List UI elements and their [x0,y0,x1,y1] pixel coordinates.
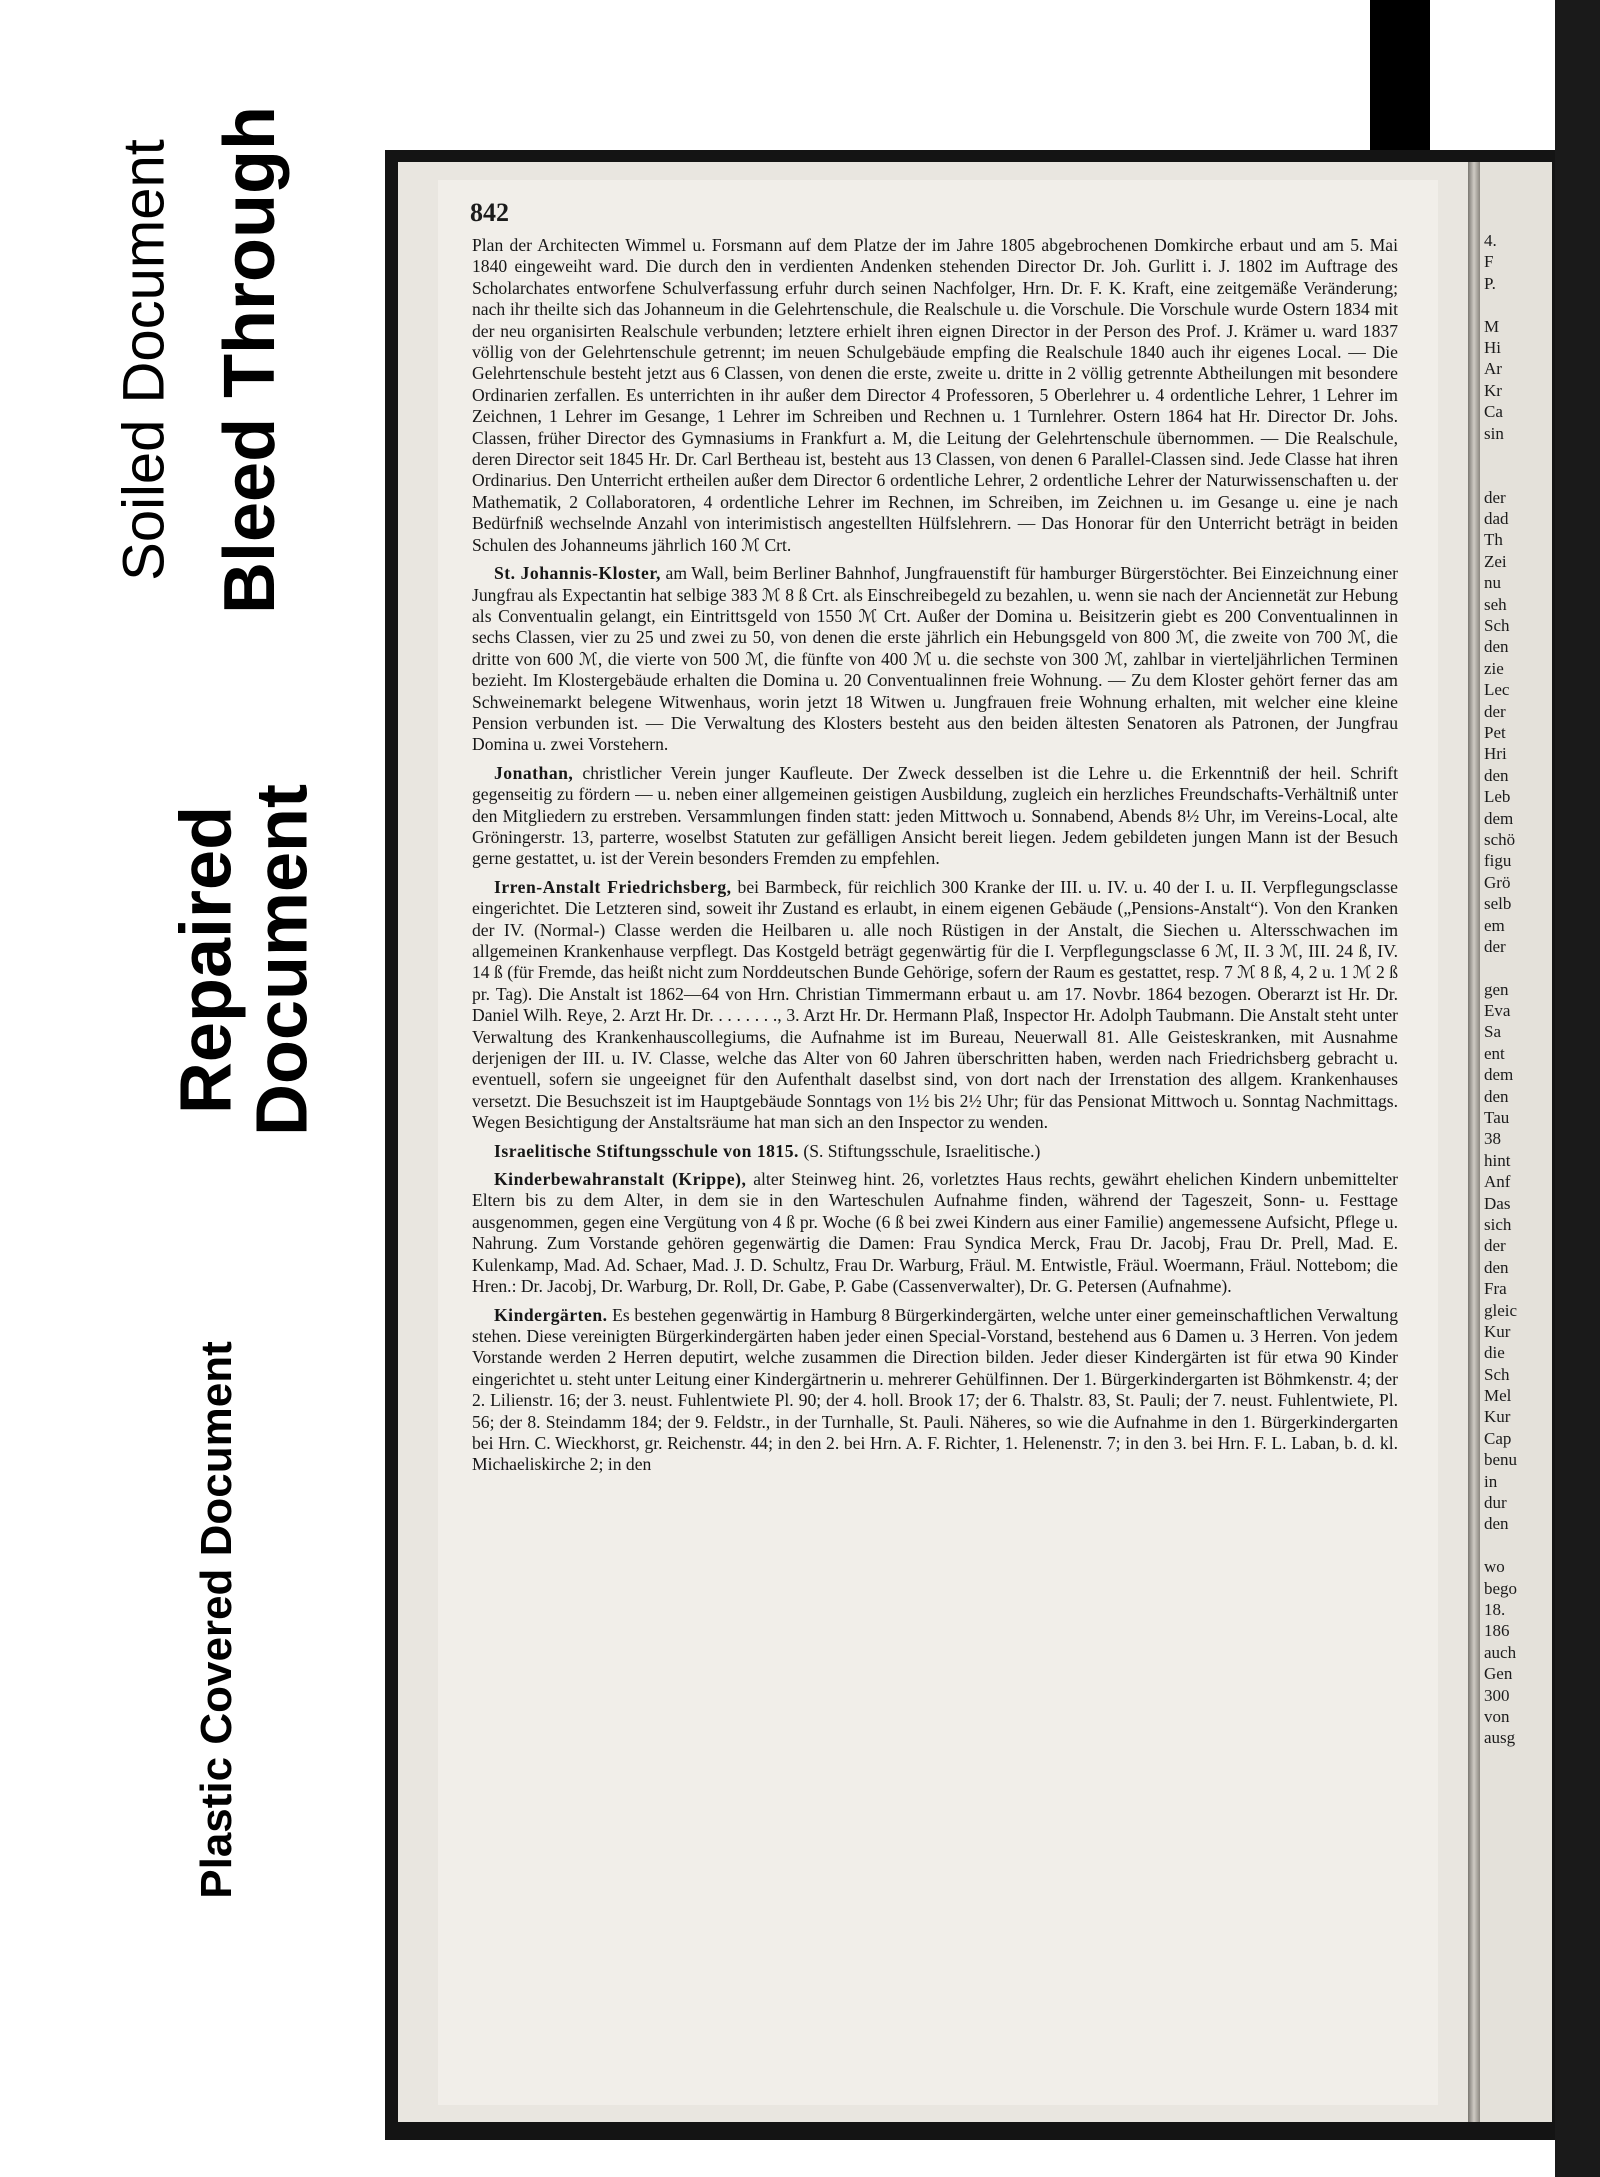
right-page-fragment: dur [1484,1493,1507,1513]
entry-text: (S. Stiftungsschule, Israelitische.) [803,1140,1041,1161]
right-page-fragment: nu [1484,573,1501,593]
right-page-fragment [1484,444,1552,465]
right-page-fragment: Kr [1484,380,1502,400]
right-page-fragment: 18. [1484,1600,1506,1619]
paragraph-johannis-kloster [472,563,1398,756]
label-repaired-line-1: Repaired [166,805,247,1115]
entry-heading: Kinderbewahranstalt (Krippe), [494,1169,747,1190]
right-page-fragment: der [1484,1236,1506,1256]
right-page-fragment: Fra [1484,1279,1507,1299]
right-page-fragment: den [1484,1257,1509,1277]
right-page-fragment: Hi [1484,337,1501,357]
right-page-fragment: Eva [1484,1001,1511,1021]
right-page-fragment: wo [1484,1557,1505,1577]
right-page-fragment: Leb [1484,787,1511,807]
right-page-fragment: auch [1484,1642,1517,1662]
paragraph-irren-anstalt [472,877,1398,1134]
right-page-fragment: den [1484,637,1509,657]
right-page-fragment: figu [1484,851,1512,871]
right-page-fragment: zie [1484,658,1504,678]
right-page-fragment: Sch [1484,616,1510,636]
entry-heading: St. Johannis-Kloster, [494,563,661,584]
right-page-fragment: M [1484,316,1500,336]
right-page-fragment [1484,465,1552,486]
right-page-fragment: Ca [1484,402,1503,422]
right-page-fragment: Cap [1484,1428,1512,1448]
right-page-fragment: seh [1484,594,1507,614]
label-soiled-document [100,140,190,580]
entry-heading: Irren-Anstalt Friedrichsberg, [494,876,732,897]
right-page-fragment: Zei [1484,551,1507,571]
paragraph-johanneum: Plan der Architecten Wimmel u. Forsmann auf dem Platze der im Jahre 1805 abgebrochenen Domkirche erbaut und am 5. Mai 1840 eingeweiht ward. Die durch den in verdienten Andenken stehenden Director Dr. Joh. Gurlitt i. J. 1802 im Auftrage des Scholarchates entworfene Schulverfassung erfuhr durch seinen Nachfolger, Hrn. Dr. F. K. Kraft, eine zeitgemäße Veränderung; nach ihr theilte sich das Johanneum in die Gelehrtenschule, die Realschule u. die Vorschule. Die Vorschule wurde Ostern 1834 mit der neu organisirten Realschule verbunden; letztere erhielt ihren eignen Director in der Person des Prof. J. Krämer u. ward 1837 völlig von der Gelehrtenschule getrennt; im neuen Schulgebäude empfing die Realschule 1840 auch ihr eigenes Local. — Die Gelehrtenschule besteht jetzt aus 6 Classen, von denen die erste, zweite u. dritte in 2 völlig getrennte Abtheilungen mit besondere Ordinarien zerfallen. Es unterrichten in ihr außer dem Director 4 Professoren, 5 Oberlehrer u. 4 ordentliche Lehrer, 1 Lehrer im Zeichnen, 1 Lehrer im Gesange, 1 Lehrer im Schreiben und Rechnen u. 1 Turnlehrer. Ostern 1864 hat Hr. Director Dr. Johs. Classen, früher Director des Gymnasiums in Frankfurt a. M, die Leitung der Gelehrtenschule übernommen. — Die Realschule, deren Director seit 1845 Hr. Dr. Carl Bertheau ist, besteht aus 13 Classen, von denen 6 Parallel-Classen sind. Jede Classe hat ihren Ordinarius. Den Unterricht ertheilen außer dem Director 6 ordentliche Lehrer, 2 ordentliche Lehrer der Naturwissenschaften u. der Mathematik, 2 Collaboratoren, 4 ordentliche Lehrer im Rechnen, im Schreiben, im Zeichnen u. im Gesange u. eine je nach Bedürfniß wechselnde Anzahl von interimistisch angestellten Hülfslehrern. — Das Honorar für den Unterricht beträgt in beiden Schulen des Johanneums jährlich 160 ℳ Crt. [472,235,1398,555]
right-page-fragment: dad [1484,509,1509,529]
right-page-fragment: Mel [1484,1386,1512,1406]
right-page-fragment: Ar [1484,359,1502,379]
right-page-fragment: ent [1484,1043,1505,1063]
entry-heading: Kindergärten. [494,1304,608,1325]
page-number: 842 [470,198,509,227]
right-page-fragment: 186 [1484,1621,1510,1641]
scanner-strip-top [1370,0,1430,150]
right-page-fragment: 300 [1484,1685,1510,1705]
entry-text: am Wall, beim Berliner Bahnhof, Jungfrauenstift für hamburger Bürgerstöchter. Bei Einzeichnung einer Jungfrau als Expectantin hat selbige 383 ℳ 8 ß Crt. als Einschreibegeld zu bezahlen, u. wenn sie nach der Anciennetät zur Hebung als Conventualin gelangt, ein Eintrittsgeld von 1550 ℳ Crt. Außer der Domina u. Beisitzerin giebt es 200 Conventualinnen in sechs Classen, vier zu 25 und zwei zu 50, von denen die erste jährlich ein Hebungsgeld von 800 ℳ, die zweite von 700 ℳ, die dritte von 600 ℳ, die vierte von 500 ℳ, die fünfte von 400 ℳ u. die sechste von 300 ℳ, zahlbar in vierteljährlichen Terminen bezieht. Im Klostergebäude erhalten die Domina u. 20 Conventualinnen freie Wohnung. — Zu dem Kloster gehört ferner das am Schweinemarkt belegene Witwenhaus, worin jetzt 18 Witwen u. Jungfrauen freie Wohnung erhalten, mit welcher eine kleine Pension verbunden ist. — Die Verwaltung des Klosters besteht aus den beiden ältesten Senatoren als Patronen, der Jungfrau Domina u. zwei Vorstehern. [472,563,1398,755]
right-page-fragment: Grö [1484,872,1511,892]
right-page-fragment: Sch [1484,1364,1510,1384]
right-page-fragment: selb [1484,894,1512,914]
label-plastic-text: Plastic Covered Document [191,1341,241,1899]
right-page-fragment: der [1484,936,1506,956]
book-spine [1468,162,1480,2122]
right-page-fragments [1484,230,1552,1749]
right-page-fragment: Lec [1484,680,1510,700]
right-page-fragment: Gen [1484,1664,1513,1684]
right-page-fragment: em [1484,915,1505,935]
right-page-fragment: Kur [1484,1321,1511,1341]
right-page-fragment: Kur [1484,1407,1511,1427]
entry-heading: Israelitische Stiftungsschule von 1815. [494,1140,799,1161]
right-page-fragment: Sa [1484,1022,1501,1042]
right-page-fragment: dem [1484,1065,1514,1085]
paragraph-jonathan [472,763,1398,870]
right-page-fragment [1484,1535,1552,1556]
paragraph-stiftungsschule [472,1141,1398,1162]
right-page-fragment: von [1484,1706,1510,1726]
right-page-fragment: hint [1484,1150,1511,1170]
right-page-fragment: Anf [1484,1172,1511,1192]
right-page-fragment [1484,294,1552,315]
label-repaired-document [140,640,350,1280]
label-repaired-line-2: Document [242,783,322,1137]
right-page-fragment: Pet [1484,722,1506,742]
right-page-fragment: Tau [1484,1108,1510,1128]
label-bleed-text: Bleed Through [210,106,291,614]
right-page-fragment: dem [1484,808,1514,828]
right-page-fragment: der [1484,701,1506,721]
label-plastic-covered [172,1310,262,1930]
right-page-fragment: F [1484,252,1494,272]
paragraph-kindergaerten [472,1305,1398,1476]
right-page-fragment: den [1484,1514,1509,1534]
right-page-fragment: Th [1484,530,1503,550]
right-page-fragment: Das [1484,1193,1511,1213]
label-bleed-through [196,106,306,614]
entry-text: bei Barmbeck, für reichlich 300 Kranke der III. u. IV. u. 40 der I. u. II. Verpflegungsclasse eingerichtet. Die Letzteren sind, soweit ihr Zustand es erlaubt, in einem eigenen Gebäude („Pensions-Anstalt“). Von den Kranken der IV. (Normal-) Classe werden die Heilbaren u. alle noch Rüstigen in der Anstalt, die Siechen u. Altersschwachen im allgemeinen Krankenhause verpflegt. Das Kostgeld beträgt gegenwärtig für die I. Verpflegungsclasse 6 ℳ, II. 3 ℳ, III. 24 ß, IV. 14 ß (für Fremde, das heißt nicht zum Norddeutschen Bunde Gehörige, sofern der Raum es gestattet, resp. 7 ℳ 8 ß, 4, 2 u. 1 ℳ 2 ß pr. Tag). Die Anstalt ist 1862—64 von Hrn. Christian Timmermann erbaut u. am 17. Novbr. 1864 bezogen. Oberarzt ist Hr. Dr. Daniel Wilh. Reye, 2. Arzt Hr. Dr. . . . . . . ., 3. Arzt Hr. Dr. Hermann Plaß, Inspector Hr. Adolph Taubmann. Die Anstalt steht unter Verwaltung des Krankenhauscollegiums, die Aufnahme ist im Bureau, Neuerwall 81. Alle Geisteskranken, mit Ausnahme derjenigen der III. u. IV. Classe, welche das Alter von 60 Jahren überschritten haben, werden nach Friedrichsberg gebracht u. eventuell, sofern sie ungeeignet für den Aufenthalt daselbst sind, von dort nach der Irrenstation des allgem. Krankenhauses versetzt. Die Besuchszeit ist im Hauptgebäude Sonntags von 1½ bis 2½ Uhr; für das Pensionat Mittwoch u. Sonntag Nachmittags. Wegen Besichtigung der Anstaltsräume hat man sich an den Inspector zu wenden. [472,876,1398,1133]
right-page-fragment: P. [1484,273,1496,293]
right-page-fragment: der [1484,487,1506,507]
right-page-fragment: den [1484,765,1509,785]
right-page-fragment: 38 [1484,1129,1501,1149]
right-page-fragment: benu [1484,1450,1518,1470]
scanner-strip-right [1555,0,1600,2177]
right-page-fragment: 4. [1484,231,1497,250]
right-page-fragment: sin [1484,423,1504,443]
right-page-fragment: schö [1484,829,1516,849]
label-soiled-text: Soiled Document [111,139,177,581]
right-page-fragment: gleic [1484,1300,1518,1320]
entry-text: alter Steinweg hint. 26, vorletztes Haus rechts, gewährt ehelichen Kindern unbemittelter Eltern bis zu dem Alter, in dem sie in den Warteschulen Aufnahme finden, während der Tageszeit, Sonn- u. Festtage ausgenommen, gegen eine Vergütung von 4 ß pr. Woche (6 ß bei zwei Kindern aus einer Familie) angemessene Aufsicht, Pflege u. Nahrung. Zum Vorstande gehören gegenwärtig die Damen: Frau Syndica Merck, Frau Dr. Jacobj, Frau Dr. Prell, Mad. E. Kulenkamp, Mad. Ad. Schaer, Mad. J. D. Schultz, Frau Dr. Warburg, Fräul. M. Entwistle, Fräul. Woermann, Fräul. Nottebom; die Hren.: Dr. Jacobj, Dr. Warburg, Dr. Roll, Dr. Gabe, P. Gabe (Cassenverwalter), Dr. G. Petersen (Aufnahme). [472,1169,1399,1297]
right-page-fragment: Hri [1484,744,1507,764]
right-page-fragment: bego [1484,1578,1518,1598]
right-page-fragment: ausg [1484,1728,1516,1748]
right-page-fragment [1484,957,1552,978]
paragraph-kinderbewahranstalt [472,1169,1398,1297]
right-page-fragment: sich [1484,1214,1512,1234]
label-repaired-text [166,783,322,1137]
right-page-fragment: die [1484,1343,1505,1363]
right-page-fragment: gen [1484,979,1509,999]
entry-heading: Jonathan, [494,762,574,783]
right-page-fragment: den [1484,1086,1509,1106]
right-page-fragment: in [1484,1471,1498,1491]
entry-text: christlicher Verein junger Kaufleute. Der Zweck desselben ist die Lehre u. die Erkenntniß der heil. Schrift gegenseitig zu fördern — u. neben einer allgemeinen geistigen Ausbildung, zugleich ein herzliches Freundschafts-Verhältniß unter den Mitgliedern zu erstreben. Versammlungen finden statt: jeden Mittwoch u. Sonnabend, Abends 8½ Uhr, im Vereins-Local, alte Gröningerstr. 13, parterre, woselbst Statuten zur gefälligen Ansicht bereit liegen. Jedem gebildeten jungen Mann ist der Besuch gerne gestattet, u. ist der Verein besonders Fremden zu empfehlen. [472,762,1398,869]
page-body [472,235,1398,1483]
entry-text: Es bestehen gegenwärtig in Hamburg 8 Bürgerkindergärten, welche unter einer gemeinschaftlichen Verwaltung stehen. Diese vereinigten Bürgerkindergärten haben jeder einen Special-Vorstand, bestehend aus 6 Damen u. 3 Herren. Von jedem Vorstande werden 2 Herren deputirt, welche zusammen die Direction bilden. Jeder dieser Kindergärten ist für etwa 90 Kinder eingerichtet u. steht unter Leitung einer Kindergärtnerin u. mehrerer Gehülfinnen. Der 1. Bürgerkindergarten ist Böhmkenstr. 4; der 2. Lilienstr. 16; der 3. neust. Fuhlentwiete Pl. 90; der 4. holl. Brook 17; der 6. Thalstr. 83, St. Pauli; der 7. neust. Fuhlentwiete, Pl. 56; der 8. Steindamm 184; der 9. Feldstr., in der Turnhalle, St. Pauli. Näheres, so wie die Aufnahme in den 1. Bürgerkindergarten bei Hrn. C. Wieckhorst, gr. Reichenstr. 44; in den 2. bei Hrn. A. F. Richter, 1. Helenenstr. 7; in den 3. bei Hrn. F. L. Laban, b. d. kl. Michaeliskirche 2; in den [472,1304,1398,1475]
